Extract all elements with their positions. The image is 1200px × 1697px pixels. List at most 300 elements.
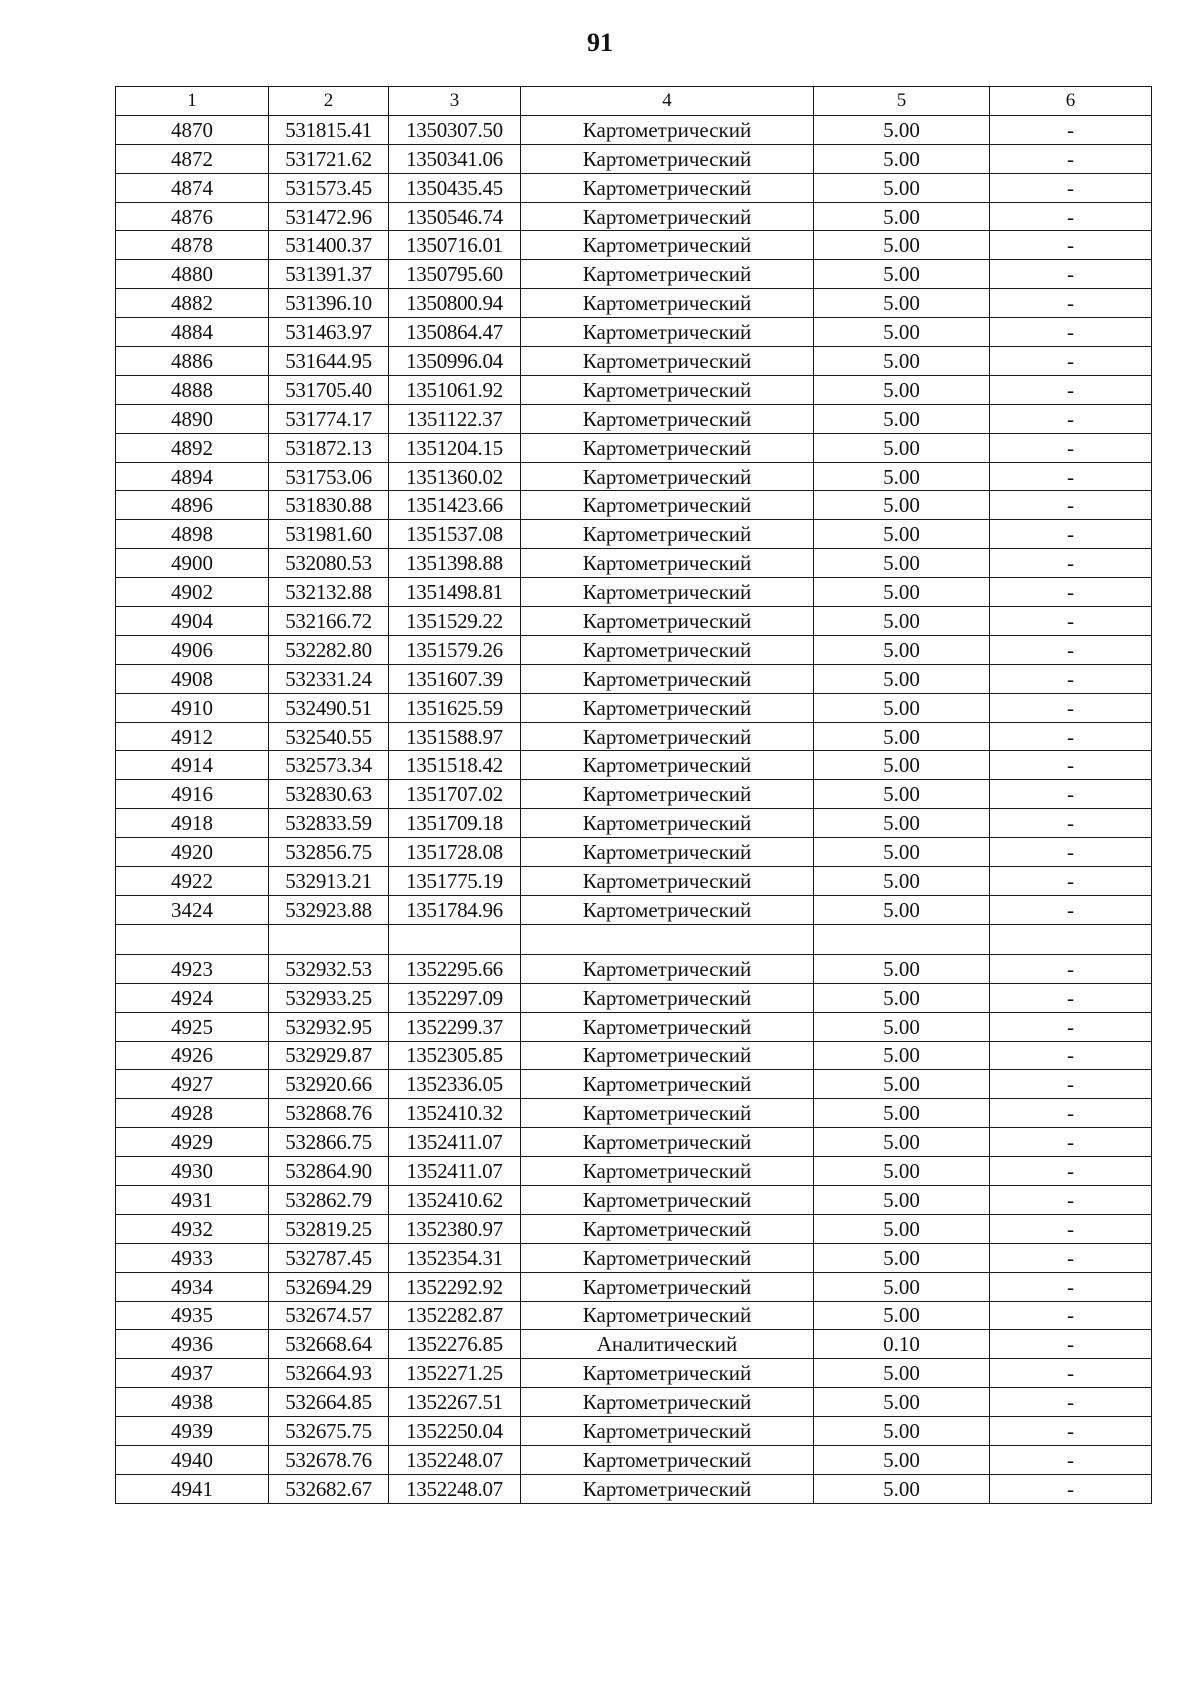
- x-coordinate-cell: 532331.24: [269, 664, 389, 693]
- x-coordinate-cell: 532868.76: [269, 1099, 389, 1128]
- point-number-cell: 4912: [116, 722, 269, 751]
- x-coordinate-cell: 532862.79: [269, 1185, 389, 1214]
- table-row: [116, 1330, 1152, 1359]
- description-cell: [990, 924, 1152, 954]
- y-coordinate-cell: 1352410.62: [389, 1185, 521, 1214]
- method-cell: Картометрический: [521, 607, 814, 636]
- accuracy-cell: 5.00: [814, 635, 990, 664]
- accuracy-cell: 5.00: [814, 347, 990, 376]
- table-row: [116, 578, 1152, 607]
- method-cell: Картометрический: [521, 780, 814, 809]
- point-number-cell: 4898: [116, 520, 269, 549]
- table-row: [116, 1157, 1152, 1186]
- y-coordinate-cell: 1351498.81: [389, 578, 521, 607]
- description-cell: -: [990, 693, 1152, 722]
- x-coordinate-cell: 531573.45: [269, 173, 389, 202]
- method-cell: Картометрический: [521, 433, 814, 462]
- y-coordinate-cell: 1351625.59: [389, 693, 521, 722]
- description-cell: -: [990, 491, 1152, 520]
- x-coordinate-cell: 531815.41: [269, 115, 389, 144]
- description-cell: -: [990, 867, 1152, 896]
- method-cell: Картометрический: [521, 202, 814, 231]
- table-row: [116, 289, 1152, 318]
- description-cell: -: [990, 318, 1152, 347]
- point-number-cell: 4882: [116, 289, 269, 318]
- table-row: [116, 722, 1152, 751]
- method-cell: Картометрический: [521, 231, 814, 260]
- method-cell: Картометрический: [521, 693, 814, 722]
- table-row: [116, 1214, 1152, 1243]
- y-coordinate-cell: 1351588.97: [389, 722, 521, 751]
- x-coordinate-cell: 531721.62: [269, 144, 389, 173]
- point-number-cell: 4918: [116, 809, 269, 838]
- point-number-cell: 4884: [116, 318, 269, 347]
- description-cell: -: [990, 1070, 1152, 1099]
- table-row: [116, 607, 1152, 636]
- x-coordinate-cell: 531705.40: [269, 375, 389, 404]
- x-coordinate-cell: 532674.57: [269, 1301, 389, 1330]
- table-row: [116, 924, 1152, 954]
- page-number: 91: [587, 28, 613, 57]
- y-coordinate-cell: 1351061.92: [389, 375, 521, 404]
- description-cell: -: [990, 607, 1152, 636]
- accuracy-cell: 5.00: [814, 867, 990, 896]
- method-cell: Картометрический: [521, 1214, 814, 1243]
- method-cell: Картометрический: [521, 115, 814, 144]
- description-cell: -: [990, 780, 1152, 809]
- x-coordinate-cell: 531396.10: [269, 289, 389, 318]
- y-coordinate-cell: 1350435.45: [389, 173, 521, 202]
- point-number-cell: 4878: [116, 231, 269, 260]
- point-number-cell: 4906: [116, 635, 269, 664]
- x-coordinate-cell: 531830.88: [269, 491, 389, 520]
- x-coordinate-cell: 532932.53: [269, 954, 389, 983]
- x-coordinate-cell: 532490.51: [269, 693, 389, 722]
- x-coordinate-cell: 531774.17: [269, 404, 389, 433]
- table-row: [116, 433, 1152, 462]
- y-coordinate-cell: 1351775.19: [389, 867, 521, 896]
- point-number-cell: 4914: [116, 751, 269, 780]
- accuracy-cell: 5.00: [814, 433, 990, 462]
- method-cell: Картометрический: [521, 722, 814, 751]
- y-coordinate-cell: 1351423.66: [389, 491, 521, 520]
- y-coordinate-cell: 1352297.09: [389, 983, 521, 1012]
- accuracy-cell: 5.00: [814, 1157, 990, 1186]
- accuracy-cell: 5.00: [814, 1445, 990, 1474]
- description-cell: -: [990, 144, 1152, 173]
- method-cell: Картометрический: [521, 1157, 814, 1186]
- y-coordinate-cell: 1352276.85: [389, 1330, 521, 1359]
- accuracy-cell: 5.00: [814, 751, 990, 780]
- description-cell: -: [990, 578, 1152, 607]
- point-number-cell: 4908: [116, 664, 269, 693]
- method-cell: Картометрический: [521, 1070, 814, 1099]
- y-coordinate-cell: 1350864.47: [389, 318, 521, 347]
- y-coordinate-cell: 1352282.87: [389, 1301, 521, 1330]
- table-row: [116, 664, 1152, 693]
- accuracy-cell: 5.00: [814, 1474, 990, 1503]
- y-coordinate-cell: 1351122.37: [389, 404, 521, 433]
- point-number-cell: 4896: [116, 491, 269, 520]
- description-cell: -: [990, 1474, 1152, 1503]
- x-coordinate-cell: 531463.97: [269, 318, 389, 347]
- table-row: [116, 1301, 1152, 1330]
- table-row: [116, 347, 1152, 376]
- description-cell: -: [990, 115, 1152, 144]
- table-row: [116, 1359, 1152, 1388]
- y-coordinate-cell: 1350546.74: [389, 202, 521, 231]
- accuracy-cell: 5.00: [814, 1417, 990, 1446]
- method-cell: Картометрический: [521, 1417, 814, 1446]
- description-cell: -: [990, 1012, 1152, 1041]
- table-row: [116, 173, 1152, 202]
- accuracy-cell: 5.00: [814, 549, 990, 578]
- accuracy-cell: 5.00: [814, 115, 990, 144]
- description-cell: -: [990, 1388, 1152, 1417]
- point-number-cell: 4922: [116, 867, 269, 896]
- x-coordinate-cell: 532166.72: [269, 607, 389, 636]
- method-cell: Картометрический: [521, 1243, 814, 1272]
- point-number-cell: 4941: [116, 1474, 269, 1503]
- table-row: [116, 954, 1152, 983]
- description-cell: -: [990, 1128, 1152, 1157]
- x-coordinate-cell: 531981.60: [269, 520, 389, 549]
- x-coordinate-cell: 531400.37: [269, 231, 389, 260]
- method-cell: Картометрический: [521, 144, 814, 173]
- accuracy-cell: 0.10: [814, 1330, 990, 1359]
- point-number-cell: 4902: [116, 578, 269, 607]
- method-cell: Картометрический: [521, 404, 814, 433]
- table-row: [116, 1243, 1152, 1272]
- x-coordinate-cell: 531391.37: [269, 260, 389, 289]
- y-coordinate-cell: 1351728.08: [389, 838, 521, 867]
- method-cell: Картометрический: [521, 1272, 814, 1301]
- description-cell: -: [990, 289, 1152, 318]
- accuracy-cell: 5.00: [814, 1388, 990, 1417]
- point-number-cell: 4924: [116, 983, 269, 1012]
- method-cell: Картометрический: [521, 1012, 814, 1041]
- y-coordinate-cell: 1350800.94: [389, 289, 521, 318]
- x-coordinate-cell: 531753.06: [269, 462, 389, 491]
- accuracy-cell: 5.00: [814, 809, 990, 838]
- y-coordinate-cell: 1352250.04: [389, 1417, 521, 1446]
- header-cell-6: 6: [990, 87, 1152, 116]
- accuracy-cell: 5.00: [814, 375, 990, 404]
- point-number-cell: 4923: [116, 954, 269, 983]
- point-number-cell: 4888: [116, 375, 269, 404]
- table-row: [116, 520, 1152, 549]
- point-number-cell: 4936: [116, 1330, 269, 1359]
- y-coordinate-cell: 1351579.26: [389, 635, 521, 664]
- table-row: [116, 751, 1152, 780]
- accuracy-cell: 5.00: [814, 1070, 990, 1099]
- point-number-cell: 4937: [116, 1359, 269, 1388]
- table-row: [116, 867, 1152, 896]
- y-coordinate-cell: 1352292.92: [389, 1272, 521, 1301]
- point-number-cell: 4894: [116, 462, 269, 491]
- table-row: [116, 144, 1152, 173]
- accuracy-cell: 5.00: [814, 318, 990, 347]
- description-cell: -: [990, 635, 1152, 664]
- x-coordinate-cell: 532929.87: [269, 1041, 389, 1070]
- point-number-cell: [116, 924, 269, 954]
- y-coordinate-cell: 1350795.60: [389, 260, 521, 289]
- description-cell: -: [990, 231, 1152, 260]
- description-cell: -: [990, 1185, 1152, 1214]
- method-cell: Картометрический: [521, 520, 814, 549]
- method-cell: Картометрический: [521, 1301, 814, 1330]
- method-cell: Картометрический: [521, 462, 814, 491]
- header-row: [116, 87, 1152, 116]
- description-cell: -: [990, 895, 1152, 924]
- method-cell: Картометрический: [521, 549, 814, 578]
- method-cell: Картометрический: [521, 260, 814, 289]
- method-cell: Картометрический: [521, 751, 814, 780]
- y-coordinate-cell: 1350341.06: [389, 144, 521, 173]
- table-row: [116, 404, 1152, 433]
- x-coordinate-cell: 532913.21: [269, 867, 389, 896]
- table-row: [116, 693, 1152, 722]
- accuracy-cell: 5.00: [814, 664, 990, 693]
- x-coordinate-cell: 532675.75: [269, 1417, 389, 1446]
- accuracy-cell: 5.00: [814, 954, 990, 983]
- y-coordinate-cell: 1350716.01: [389, 231, 521, 260]
- accuracy-cell: 5.00: [814, 1185, 990, 1214]
- point-number-cell: 4910: [116, 693, 269, 722]
- x-coordinate-cell: 532787.45: [269, 1243, 389, 1272]
- y-coordinate-cell: 1352267.51: [389, 1388, 521, 1417]
- point-number-cell: 4880: [116, 260, 269, 289]
- description-cell: -: [990, 1243, 1152, 1272]
- y-coordinate-cell: 1352336.05: [389, 1070, 521, 1099]
- x-coordinate-cell: 532080.53: [269, 549, 389, 578]
- y-coordinate-cell: 1351204.15: [389, 433, 521, 462]
- method-cell: Картометрический: [521, 664, 814, 693]
- x-coordinate-cell: 532664.93: [269, 1359, 389, 1388]
- x-coordinate-cell: 532830.63: [269, 780, 389, 809]
- x-coordinate-cell: 532819.25: [269, 1214, 389, 1243]
- table-row: [116, 549, 1152, 578]
- method-cell: Картометрический: [521, 895, 814, 924]
- method-cell: Картометрический: [521, 289, 814, 318]
- x-coordinate-cell: 532923.88: [269, 895, 389, 924]
- table-row: [116, 231, 1152, 260]
- description-cell: -: [990, 1359, 1152, 1388]
- method-cell: Картометрический: [521, 838, 814, 867]
- point-number-cell: 4926: [116, 1041, 269, 1070]
- point-number-cell: 4939: [116, 1417, 269, 1446]
- x-coordinate-cell: 532282.80: [269, 635, 389, 664]
- accuracy-cell: 5.00: [814, 578, 990, 607]
- point-number-cell: 4929: [116, 1128, 269, 1157]
- table-row: [116, 375, 1152, 404]
- accuracy-cell: [814, 924, 990, 954]
- point-number-cell: 3424: [116, 895, 269, 924]
- x-coordinate-cell: 532664.85: [269, 1388, 389, 1417]
- x-coordinate-cell: 532573.34: [269, 751, 389, 780]
- table-row: [116, 115, 1152, 144]
- y-coordinate-cell: 1351784.96: [389, 895, 521, 924]
- description-cell: -: [990, 664, 1152, 693]
- point-number-cell: 4934: [116, 1272, 269, 1301]
- accuracy-cell: 5.00: [814, 289, 990, 318]
- header-cell-2: 2: [269, 87, 389, 116]
- accuracy-cell: 5.00: [814, 1272, 990, 1301]
- y-coordinate-cell: 1350996.04: [389, 347, 521, 376]
- point-number-cell: 4928: [116, 1099, 269, 1128]
- table-row: [116, 260, 1152, 289]
- y-coordinate-cell: [389, 924, 521, 954]
- table-row: [116, 1099, 1152, 1128]
- description-cell: -: [990, 347, 1152, 376]
- table-row: [116, 1185, 1152, 1214]
- x-coordinate-cell: 532668.64: [269, 1330, 389, 1359]
- point-number-cell: 4874: [116, 173, 269, 202]
- y-coordinate-cell: 1352411.07: [389, 1157, 521, 1186]
- point-number-cell: 4931: [116, 1185, 269, 1214]
- table-row: [116, 780, 1152, 809]
- method-cell: Картометрический: [521, 1388, 814, 1417]
- accuracy-cell: 5.00: [814, 983, 990, 1012]
- accuracy-cell: 5.00: [814, 491, 990, 520]
- method-cell: Картометрический: [521, 1128, 814, 1157]
- description-cell: -: [990, 173, 1152, 202]
- description-cell: -: [990, 549, 1152, 578]
- point-number-cell: 4916: [116, 780, 269, 809]
- x-coordinate-cell: 532933.25: [269, 983, 389, 1012]
- method-cell: Картометрический: [521, 578, 814, 607]
- point-number-cell: 4935: [116, 1301, 269, 1330]
- x-coordinate-cell: 532864.90: [269, 1157, 389, 1186]
- description-cell: -: [990, 809, 1152, 838]
- y-coordinate-cell: 1352380.97: [389, 1214, 521, 1243]
- point-number-cell: 4900: [116, 549, 269, 578]
- accuracy-cell: 5.00: [814, 722, 990, 751]
- accuracy-cell: 5.00: [814, 462, 990, 491]
- y-coordinate-cell: 1351360.02: [389, 462, 521, 491]
- description-cell: -: [990, 260, 1152, 289]
- y-coordinate-cell: 1351607.39: [389, 664, 521, 693]
- point-number-cell: 4870: [116, 115, 269, 144]
- accuracy-cell: 5.00: [814, 607, 990, 636]
- method-cell: Аналитический: [521, 1330, 814, 1359]
- x-coordinate-cell: 532678.76: [269, 1445, 389, 1474]
- accuracy-cell: 5.00: [814, 1301, 990, 1330]
- x-coordinate-cell: 532833.59: [269, 809, 389, 838]
- accuracy-cell: 5.00: [814, 1099, 990, 1128]
- x-coordinate-cell: 532132.88: [269, 578, 389, 607]
- accuracy-cell: 5.00: [814, 1012, 990, 1041]
- table-row: [116, 983, 1152, 1012]
- point-number-cell: 4886: [116, 347, 269, 376]
- method-cell: Картометрический: [521, 867, 814, 896]
- point-number-cell: 4925: [116, 1012, 269, 1041]
- accuracy-cell: 5.00: [814, 404, 990, 433]
- point-number-cell: 4872: [116, 144, 269, 173]
- coordinates-table: [115, 86, 1152, 1504]
- table-row: [116, 1445, 1152, 1474]
- y-coordinate-cell: 1350307.50: [389, 115, 521, 144]
- accuracy-cell: 5.00: [814, 202, 990, 231]
- method-cell: Картометрический: [521, 375, 814, 404]
- description-cell: -: [990, 404, 1152, 433]
- description-cell: -: [990, 751, 1152, 780]
- table-row: [116, 1128, 1152, 1157]
- table-row: [116, 809, 1152, 838]
- y-coordinate-cell: 1352299.37: [389, 1012, 521, 1041]
- accuracy-cell: 5.00: [814, 173, 990, 202]
- table-row: [116, 1070, 1152, 1099]
- description-cell: -: [990, 375, 1152, 404]
- table-row: [116, 838, 1152, 867]
- method-cell: Картометрический: [521, 1041, 814, 1070]
- y-coordinate-cell: 1352411.07: [389, 1128, 521, 1157]
- method-cell: Картометрический: [521, 635, 814, 664]
- table-row: [116, 895, 1152, 924]
- method-cell: Картометрический: [521, 1445, 814, 1474]
- description-cell: -: [990, 433, 1152, 462]
- point-number-cell: 4940: [116, 1445, 269, 1474]
- accuracy-cell: 5.00: [814, 520, 990, 549]
- table-row: [116, 318, 1152, 347]
- header-cell-5: 5: [814, 87, 990, 116]
- x-coordinate-cell: 532920.66: [269, 1070, 389, 1099]
- description-cell: -: [990, 1301, 1152, 1330]
- accuracy-cell: 5.00: [814, 1214, 990, 1243]
- y-coordinate-cell: 1351529.22: [389, 607, 521, 636]
- y-coordinate-cell: 1351709.18: [389, 809, 521, 838]
- header-cell-4: 4: [521, 87, 814, 116]
- point-number-cell: 4904: [116, 607, 269, 636]
- accuracy-cell: 5.00: [814, 1359, 990, 1388]
- accuracy-cell: 5.00: [814, 1243, 990, 1272]
- header-cell-3: 3: [389, 87, 521, 116]
- y-coordinate-cell: 1352271.25: [389, 1359, 521, 1388]
- point-number-cell: 4892: [116, 433, 269, 462]
- point-number-cell: 4930: [116, 1157, 269, 1186]
- description-cell: -: [990, 1445, 1152, 1474]
- accuracy-cell: 5.00: [814, 693, 990, 722]
- table-body: [116, 115, 1152, 1503]
- y-coordinate-cell: 1352410.32: [389, 1099, 521, 1128]
- description-cell: -: [990, 202, 1152, 231]
- y-coordinate-cell: 1351398.88: [389, 549, 521, 578]
- y-coordinate-cell: 1352248.07: [389, 1445, 521, 1474]
- method-cell: [521, 924, 814, 954]
- point-number-cell: 4927: [116, 1070, 269, 1099]
- accuracy-cell: 5.00: [814, 1128, 990, 1157]
- table-row: [116, 1474, 1152, 1503]
- table-row: [116, 1012, 1152, 1041]
- x-coordinate-cell: 531472.96: [269, 202, 389, 231]
- accuracy-cell: 5.00: [814, 780, 990, 809]
- x-coordinate-cell: 531644.95: [269, 347, 389, 376]
- table-row: [116, 635, 1152, 664]
- x-coordinate-cell: 532932.95: [269, 1012, 389, 1041]
- description-cell: -: [990, 1041, 1152, 1070]
- x-coordinate-cell: [269, 924, 389, 954]
- description-cell: -: [990, 520, 1152, 549]
- description-cell: -: [990, 1272, 1152, 1301]
- method-cell: Картометрический: [521, 1185, 814, 1214]
- method-cell: Картометрический: [521, 809, 814, 838]
- header-cell-1: 1: [116, 87, 269, 116]
- table-row: [116, 462, 1152, 491]
- accuracy-cell: 5.00: [814, 895, 990, 924]
- accuracy-cell: 5.00: [814, 838, 990, 867]
- table-row: [116, 1417, 1152, 1446]
- table-row: [116, 1388, 1152, 1417]
